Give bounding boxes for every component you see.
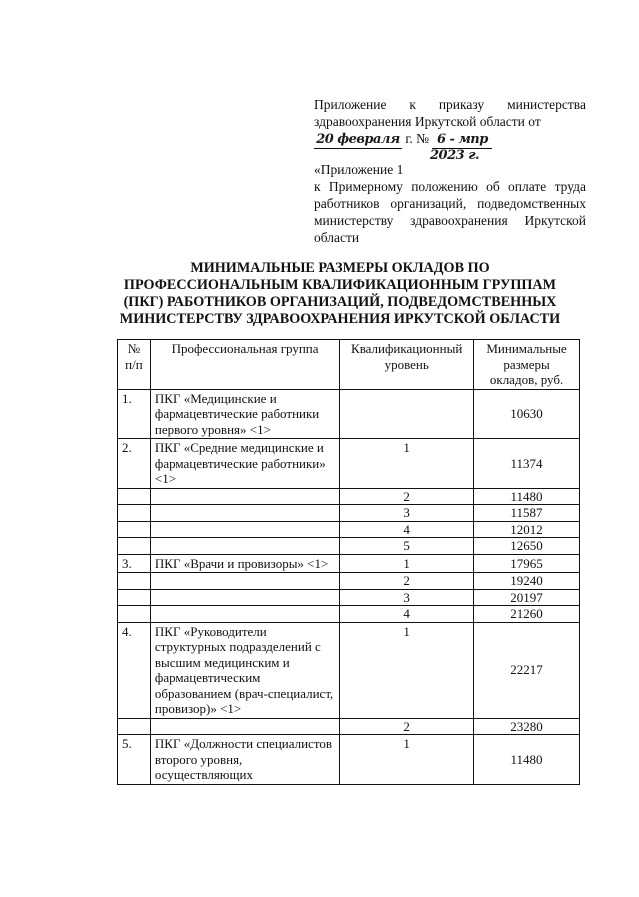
table-row: [118, 538, 580, 555]
row-num: [118, 718, 151, 735]
header-num: № п/п: [118, 340, 151, 390]
row-level: 4: [340, 606, 474, 623]
row-level: 1: [340, 439, 474, 489]
row-num: [118, 573, 151, 590]
appendix-date-line: [314, 130, 586, 163]
row-salary: 11480: [474, 735, 580, 785]
appendix-intro: Приложение к приказу министерства здравоохранения Иркутской области от: [314, 97, 586, 129]
salary-table: [117, 339, 580, 785]
table-row: [118, 521, 580, 538]
appendix-block: [314, 96, 586, 246]
row-group: [150, 521, 339, 538]
table-row: [118, 606, 580, 623]
appendix-number-label: г. №: [405, 131, 430, 146]
row-num: [118, 538, 151, 555]
row-level: 1: [340, 735, 474, 785]
row-level: 2: [340, 718, 474, 735]
row-num: 5.: [118, 735, 151, 785]
table-row: [118, 439, 580, 489]
row-level: 5: [340, 538, 474, 555]
row-group: [150, 573, 339, 590]
row-level: 3: [340, 505, 474, 522]
row-group: [150, 589, 339, 606]
row-num: [118, 606, 151, 623]
row-salary: 19240: [474, 573, 580, 590]
row-group: ПКГ «Медицинские и фармацевтические работники первого уровня» <1>: [150, 389, 339, 439]
row-group: ПКГ «Врачи и провизоры» <1>: [150, 554, 339, 573]
row-level: 2: [340, 573, 474, 590]
title-line-1: МИНИМАЛЬНЫЕ РАЗМЕРЫ ОКЛАДОВ ПО: [190, 260, 490, 276]
table-row: [118, 488, 580, 505]
row-group: ПКГ «Должности специалистов второго уровня, осуществляющих: [150, 735, 339, 785]
document-title: [100, 260, 580, 328]
row-salary: 17965: [474, 554, 580, 573]
row-salary: 22217: [474, 622, 580, 718]
title-line-3: (ПКГ) РАБОТНИКОВ ОРГАНИЗАЦИЙ, ПОДВЕДОМСТВЕННЫХ: [123, 294, 557, 310]
table-row: [118, 573, 580, 590]
row-num: 2.: [118, 439, 151, 489]
row-salary: 20197: [474, 589, 580, 606]
sub-appendix-title: «Приложение 1: [314, 162, 404, 177]
row-salary: 23280: [474, 718, 580, 735]
row-group: ПКГ «Руководители структурных подразделений с высшим медицинским и фармацевтическим образованием (врач-специалист, провизор)» <1>: [150, 622, 339, 718]
row-level: 3: [340, 589, 474, 606]
table-row: [118, 554, 580, 573]
table-row: [118, 735, 580, 785]
row-num: [118, 505, 151, 522]
row-group: [150, 505, 339, 522]
row-salary: 10630: [474, 389, 580, 439]
row-level: 2: [340, 488, 474, 505]
row-group: ПКГ «Средние медицинские и фармацевтические работники» <1>: [150, 439, 339, 489]
row-group: [150, 538, 339, 555]
row-num: [118, 589, 151, 606]
row-salary: 21260: [474, 606, 580, 623]
title-line-4: МИНИСТЕРСТВУ ЗДРАВООХРАНЕНИЯ ИРКУТСКОЙ ОБЛАСТИ: [119, 311, 561, 327]
row-level: 4: [340, 521, 474, 538]
table-row: [118, 622, 580, 718]
header-salary: Минимальные размеры окладов, руб.: [474, 340, 580, 390]
handwritten-date: 20 февраля: [314, 131, 402, 149]
table-row: [118, 389, 580, 439]
row-salary: 11587: [474, 505, 580, 522]
table-row: [118, 718, 580, 735]
row-salary: 12650: [474, 538, 580, 555]
table-row: [118, 505, 580, 522]
title-line-2: ПРОФЕССИОНАЛЬНЫМ КВАЛИФИКАЦИОННЫМ ГРУППАМ: [123, 277, 557, 293]
row-level: [340, 389, 474, 439]
row-salary: 12012: [474, 521, 580, 538]
sub-appendix-body: к Примерному положению об оплате труда работников организаций, подведомственных министерству здравоохранения Иркутской области: [314, 179, 586, 245]
row-num: 1.: [118, 389, 151, 439]
row-salary: 11374: [474, 439, 580, 489]
header-level: Квалификационный уровень: [340, 340, 474, 390]
row-group: [150, 718, 339, 735]
row-salary: 11480: [474, 488, 580, 505]
row-num: [118, 521, 151, 538]
table-row: [118, 589, 580, 606]
header-group: Профессиональная группа: [150, 340, 339, 390]
row-num: [118, 488, 151, 505]
row-num: 4.: [118, 622, 151, 718]
row-level: 1: [340, 622, 474, 718]
row-group: [150, 606, 339, 623]
table-header-row: [118, 340, 580, 390]
row-num: 3.: [118, 554, 151, 573]
row-group: [150, 488, 339, 505]
handwritten-number: 6 - мпр: [432, 131, 492, 149]
handwritten-year: 2023 г.: [430, 148, 480, 163]
row-level: 1: [340, 554, 474, 573]
